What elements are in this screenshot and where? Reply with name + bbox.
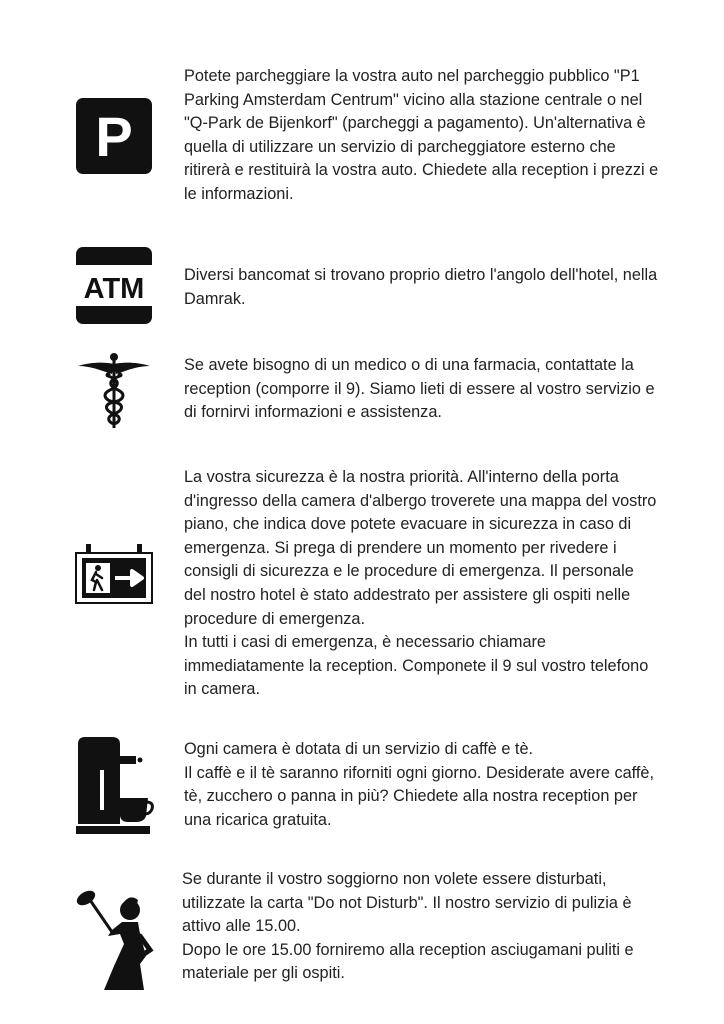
parking-text [184, 65, 659, 207]
parking-letter: P [95, 105, 133, 168]
housekeeping-text [182, 868, 657, 986]
safety-paragraph-1: La vostra sicurezza è la nostra priorità. All'interno della porta d'ingresso della camera d'albergo troverete una mappa del vostro piano, che indica dove potete evacuare in sicurezza in caso di emergenza. Si prega di prendere un momento per rivedere i consigli di sicurezza e le procedure di emergenza. Il personale del nostro hotel è stato addestrato per assistere gli ospiti nelle procedure di emergenza. [184, 468, 657, 628]
medical-paragraph-1: Se avete bisogno di un medico o di una farmacia, contattate la reception (comporre il 9). Siamo lieti di essere al vostro servizio e di fornirvi informazioni e assistenza. [184, 356, 655, 422]
parking-icon [74, 98, 154, 176]
medical-text [184, 354, 659, 425]
coffee-paragraph-1: Ogni camera è dotata di un servizio di caffè e tè. [184, 740, 534, 758]
emergency-exit-icon [74, 544, 154, 606]
atm-icon [74, 247, 154, 325]
housekeeper-icon [74, 886, 154, 992]
atm-label: ATM [83, 273, 145, 305]
coffee-text [184, 738, 659, 832]
atm-paragraph-1: Diversi bancomat si trovano proprio dietro l'angolo dell'hotel, nella Damrak. [184, 266, 658, 308]
coffee-machine-icon [74, 736, 154, 836]
safety-text [184, 466, 659, 702]
coffee-paragraph-2: Il caffè e il tè saranno riforniti ogni giorno. Desiderate avere caffè, tè, zucchero o panna in più? Chiedete alla nostra reception per una ricarica gratuita. [184, 763, 655, 829]
housekeeping-paragraph-1: Se durante il vostro soggiorno non volete essere disturbati, utilizzate la carta "Do not Disturb". Il nostro servizio di pulizia è attivo alle 15.00. [182, 870, 632, 936]
housekeeping-paragraph-2: Dopo le ore 15.00 forniremo alla reception asciugamani puliti e materiale per gli ospiti. [182, 940, 634, 983]
safety-paragraph-2: In tutti i casi di emergenza, è necessario chiamare immediatamente la reception. Componete il 9 sul vostro telefono in camera. [184, 633, 649, 699]
parking-paragraph-1: Potete parcheggiare la vostra auto nel parcheggio pubblico "P1 Parking Amsterdam Centrum" vicino alla stazione centrale o nel "Q-Park de Bijenkorf" (parcheggi a pagamento). Un'alternativa è quella di utilizzare un servizio di parcheggiatore esterno che ritirerà e restituirà la vostra auto. Chiedete alla reception i prezzi e le informazioni. [184, 67, 659, 203]
caduceus-icon [74, 352, 154, 430]
atm-text [184, 264, 659, 311]
